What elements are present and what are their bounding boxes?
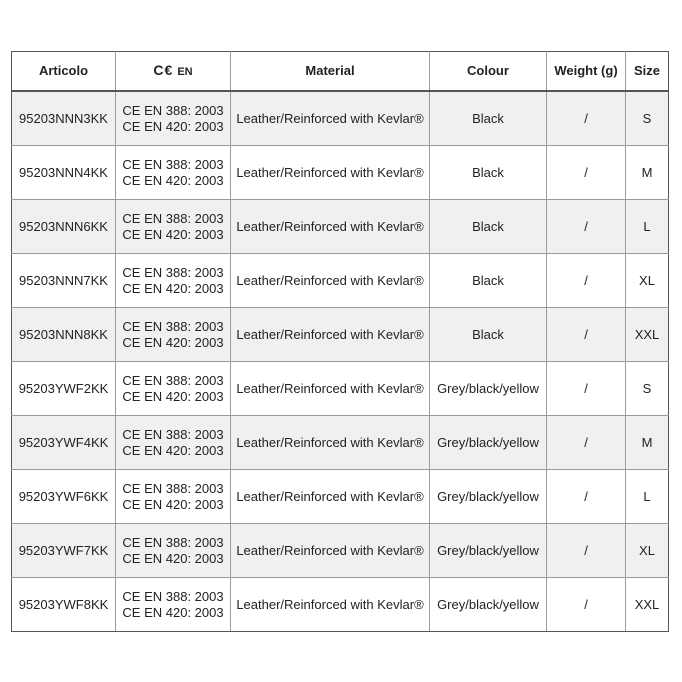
cert-line-1: CE EN 388: 2003 — [122, 318, 224, 334]
table-row — [12, 416, 669, 470]
cell-size: XL — [626, 254, 669, 308]
cell-certification — [116, 578, 231, 632]
cell-colour: Black — [430, 200, 547, 254]
cell-size: XXL — [626, 308, 669, 362]
cell-certification — [116, 308, 231, 362]
header-articolo: Articolo — [12, 52, 116, 92]
cell-colour: Grey/black/yellow — [430, 524, 547, 578]
cell-size: L — [626, 470, 669, 524]
cert-line-1: CE EN 388: 2003 — [122, 534, 224, 550]
cell-certification — [116, 146, 231, 200]
cell-material: Leather/Reinforced with Kevlar® — [231, 200, 430, 254]
cell-articolo: 95203YWF4KK — [12, 416, 116, 470]
cell-size: S — [626, 362, 669, 416]
cell-weight: / — [547, 200, 626, 254]
table-row — [12, 362, 669, 416]
cell-material: Leather/Reinforced with Kevlar® — [231, 578, 430, 632]
cell-material: Leather/Reinforced with Kevlar® — [231, 470, 430, 524]
cert-line-1: CE EN 388: 2003 — [122, 588, 224, 604]
table-row — [12, 254, 669, 308]
cert-line-2: CE EN 420: 2003 — [122, 388, 224, 404]
table-row — [12, 524, 669, 578]
header-material: Material — [231, 52, 430, 92]
cell-weight: / — [547, 308, 626, 362]
cell-articolo: 95203NNN7KK — [12, 254, 116, 308]
cell-material: Leather/Reinforced with Kevlar® — [231, 524, 430, 578]
cert-line-1: CE EN 388: 2003 — [122, 156, 224, 172]
cert-line-1: CE EN 388: 2003 — [122, 264, 224, 280]
cert-line-1: CE EN 388: 2003 — [122, 372, 224, 388]
cell-weight: / — [547, 91, 626, 146]
header-certification — [116, 52, 231, 92]
cell-colour: Black — [430, 254, 547, 308]
cert-line-1: CE EN 388: 2003 — [122, 426, 224, 442]
cell-material: Leather/Reinforced with Kevlar® — [231, 362, 430, 416]
cell-size: M — [626, 146, 669, 200]
cert-line-1: CE EN 388: 2003 — [122, 480, 224, 496]
cert-line-2: CE EN 420: 2003 — [122, 334, 224, 350]
cert-line-2: CE EN 420: 2003 — [122, 172, 224, 188]
cell-certification — [116, 254, 231, 308]
cert-line-1: CE EN 388: 2003 — [122, 210, 224, 226]
cell-size: XL — [626, 524, 669, 578]
cell-certification — [116, 200, 231, 254]
cell-size: M — [626, 416, 669, 470]
cell-weight: / — [547, 578, 626, 632]
cell-colour: Grey/black/yellow — [430, 578, 547, 632]
table-row — [12, 308, 669, 362]
cell-certification — [116, 524, 231, 578]
cell-certification — [116, 416, 231, 470]
cell-material: Leather/Reinforced with Kevlar® — [231, 91, 430, 146]
header-size: Size — [626, 52, 669, 92]
cert-line-2: CE EN 420: 2003 — [122, 442, 224, 458]
table-row — [12, 146, 669, 200]
table-header-row — [12, 52, 669, 92]
cell-articolo: 95203NNN4KK — [12, 146, 116, 200]
cell-size: XXL — [626, 578, 669, 632]
table-row — [12, 470, 669, 524]
header-en-label: EN — [177, 66, 193, 78]
cert-line-2: CE EN 420: 2003 — [122, 496, 224, 512]
cell-weight: / — [547, 362, 626, 416]
cell-weight: / — [547, 470, 626, 524]
cert-line-2: CE EN 420: 2003 — [122, 118, 224, 134]
cell-articolo: 95203YWF6KK — [12, 470, 116, 524]
cell-material: Leather/Reinforced with Kevlar® — [231, 416, 430, 470]
cell-material: Leather/Reinforced with Kevlar® — [231, 308, 430, 362]
cell-articolo: 95203YWF8KK — [12, 578, 116, 632]
header-colour: Colour — [430, 52, 547, 92]
cell-articolo: 95203NNN3KK — [12, 91, 116, 146]
cell-size: L — [626, 200, 669, 254]
cell-size: S — [626, 91, 669, 146]
table-row — [12, 200, 669, 254]
cell-colour: Grey/black/yellow — [430, 416, 547, 470]
cert-line-2: CE EN 420: 2003 — [122, 280, 224, 296]
ce-mark-icon: C€ — [153, 62, 174, 78]
cell-certification — [116, 91, 231, 146]
cert-line-2: CE EN 420: 2003 — [122, 604, 224, 620]
cell-certification — [116, 470, 231, 524]
cell-articolo: 95203NNN6KK — [12, 200, 116, 254]
cell-articolo: 95203YWF7KK — [12, 524, 116, 578]
cell-weight: / — [547, 416, 626, 470]
cell-articolo: 95203YWF2KK — [12, 362, 116, 416]
cell-colour: Grey/black/yellow — [430, 362, 547, 416]
cell-colour: Grey/black/yellow — [430, 470, 547, 524]
cert-line-2: CE EN 420: 2003 — [122, 550, 224, 566]
product-spec-table — [11, 51, 669, 632]
cell-weight: / — [547, 524, 626, 578]
cell-colour: Black — [430, 91, 547, 146]
header-weight: Weight (g) — [547, 52, 626, 92]
table-row — [12, 578, 669, 632]
cell-material: Leather/Reinforced with Kevlar® — [231, 254, 430, 308]
cell-weight: / — [547, 146, 626, 200]
table-row — [12, 91, 669, 146]
cert-line-2: CE EN 420: 2003 — [122, 226, 224, 242]
cell-weight: / — [547, 254, 626, 308]
cell-material: Leather/Reinforced with Kevlar® — [231, 146, 430, 200]
cell-certification — [116, 362, 231, 416]
cell-articolo: 95203NNN8KK — [12, 308, 116, 362]
cell-colour: Black — [430, 146, 547, 200]
cert-line-1: CE EN 388: 2003 — [122, 102, 224, 118]
cell-colour: Black — [430, 308, 547, 362]
